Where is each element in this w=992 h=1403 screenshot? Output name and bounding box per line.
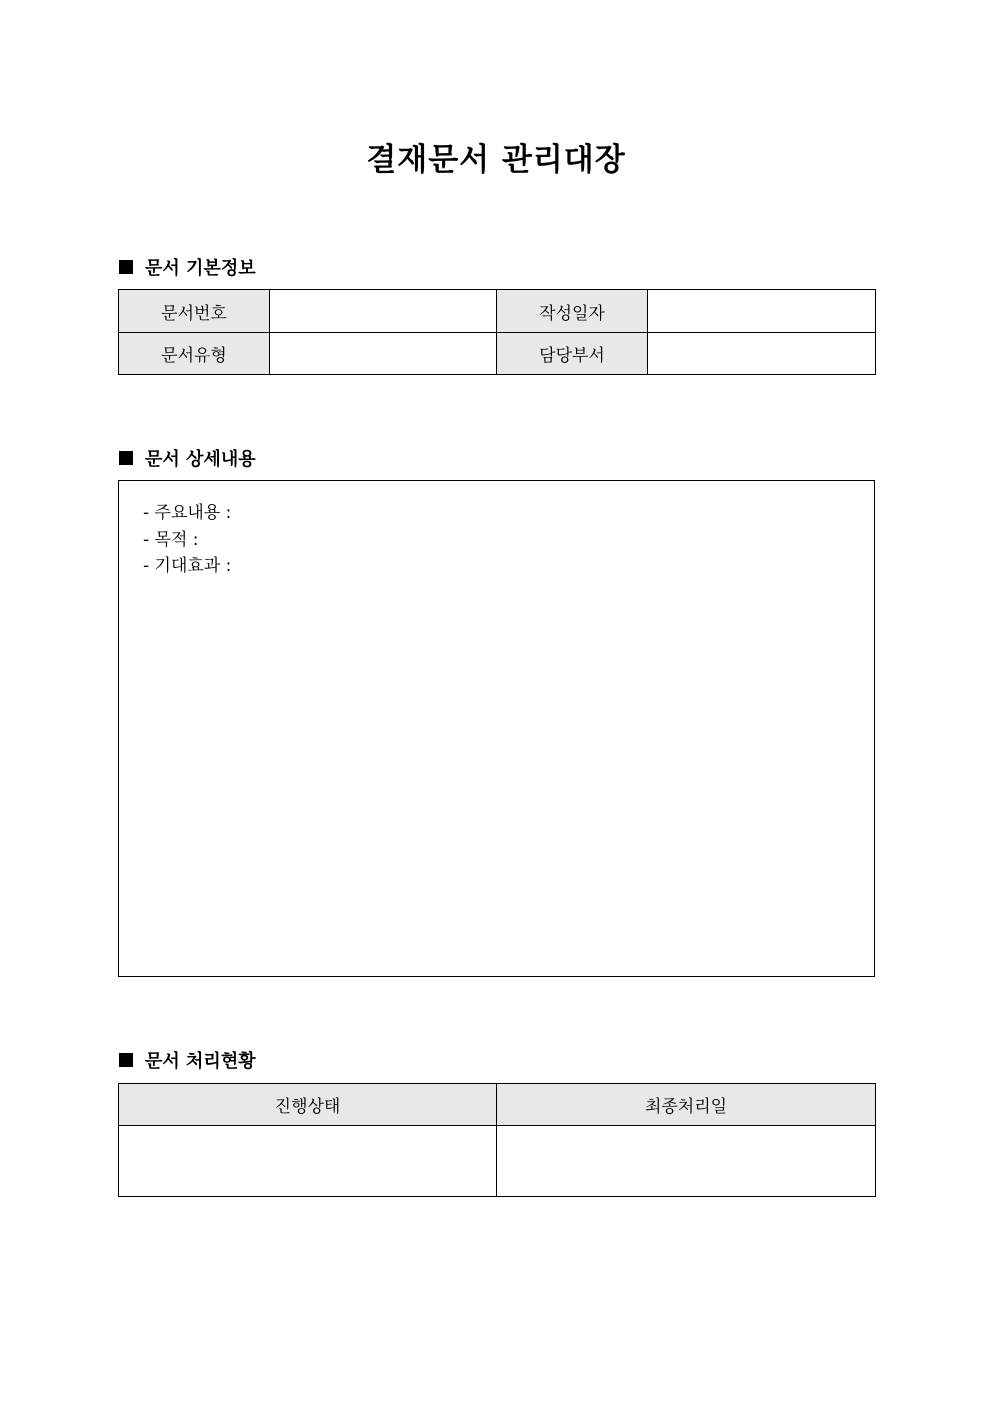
list-item-purpose: - 목적 :	[143, 529, 199, 550]
section-heading-label: 문서 기본정보	[145, 258, 256, 279]
table-row	[119, 1126, 876, 1197]
field-document-type[interactable]	[270, 333, 497, 375]
field-created-date[interactable]	[648, 290, 876, 333]
square-bullet-icon	[119, 451, 133, 465]
section-heading-processing	[119, 1047, 256, 1073]
label-department: 담당부서	[497, 333, 648, 375]
list-item-expected-effect: - 기대효과 :	[143, 556, 232, 576]
list-item-main-content: - 주요내용 :	[143, 503, 232, 523]
details-list	[119, 481, 874, 580]
field-document-number[interactable]	[270, 290, 497, 333]
table-row	[119, 333, 876, 375]
header-final-processing-date: 최종처리일	[497, 1084, 876, 1126]
label-document-type: 문서유형	[119, 333, 270, 375]
section-heading-basic-info	[119, 254, 256, 280]
label-document-number: 문서번호	[119, 290, 270, 333]
page-title: 결재문서 관리대장	[366, 142, 626, 178]
field-progress-status[interactable]	[119, 1126, 497, 1197]
field-final-processing-date[interactable]	[497, 1126, 876, 1197]
square-bullet-icon	[119, 1053, 133, 1067]
square-bullet-icon	[119, 260, 133, 274]
section-heading-label: 문서 상세내용	[145, 449, 256, 470]
label-created-date: 작성일자	[497, 290, 648, 333]
table-row	[119, 1084, 876, 1126]
section-heading-details	[119, 445, 256, 471]
table-row	[119, 290, 876, 333]
details-box[interactable]	[118, 480, 875, 977]
header-progress-status: 진행상태	[119, 1084, 497, 1126]
field-department[interactable]	[648, 333, 876, 375]
processing-table	[118, 1083, 876, 1197]
basic-info-table	[118, 289, 876, 375]
section-heading-label: 문서 처리현황	[145, 1051, 256, 1072]
